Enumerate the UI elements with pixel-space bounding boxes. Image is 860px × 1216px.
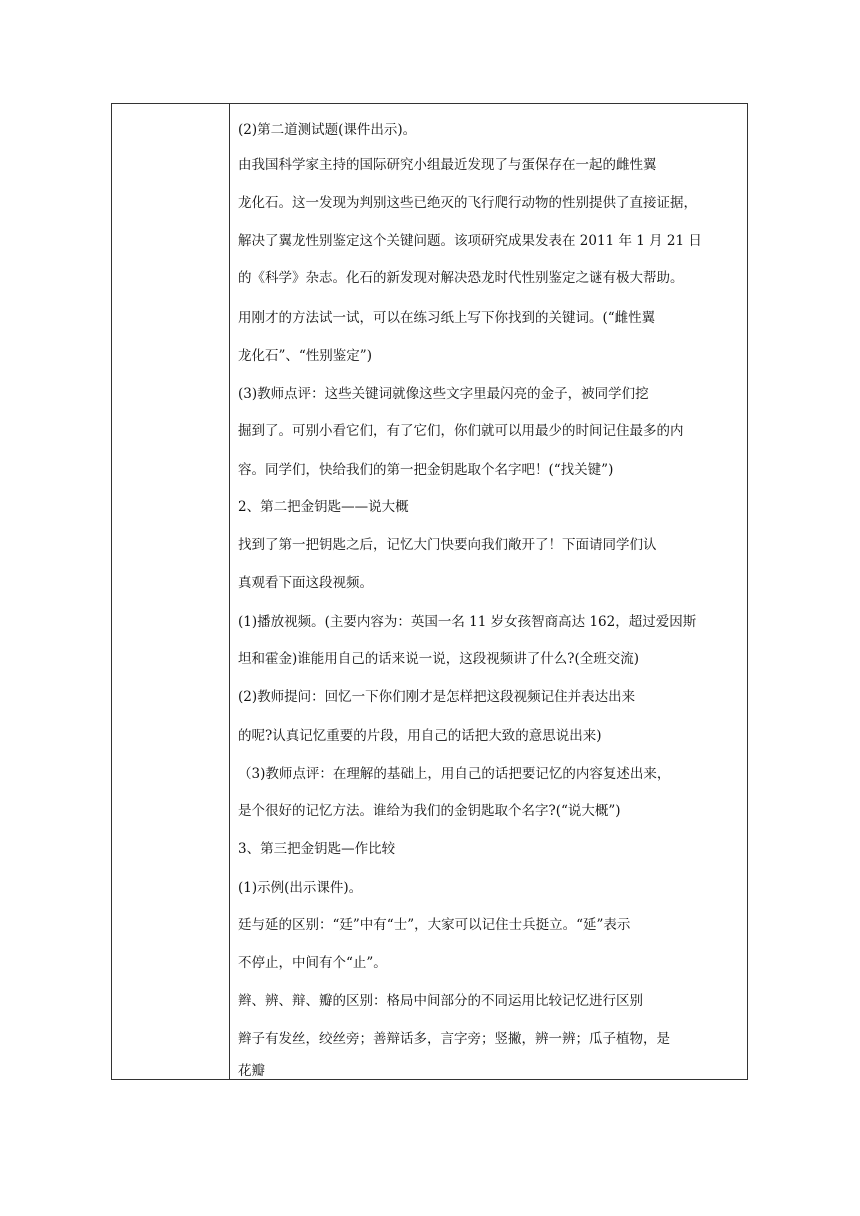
text-line: 由我国科学家主持的国际研究小组最近发现了与蛋保存在一起的雌性翼 bbox=[238, 157, 657, 173]
text-line: 掘到了。可别小看它们，有了它们，你们就可以用最少的时间记住最多的内 bbox=[238, 423, 684, 439]
text-line: (2)教师提问：回忆一下你们刚才是怎样把这段视频记住并表达出来 bbox=[238, 689, 636, 705]
text-line: 不停止，中间有个“止”。 bbox=[238, 955, 387, 971]
section-heading: 3、第三把金钥匙—作比较 bbox=[238, 841, 396, 857]
text-line: 廷与延的区别：“廷”中有“士”，大家可以记住士兵挺立。“延”表示 bbox=[238, 917, 631, 933]
text-line: 龙化石”、“性别鉴定”) bbox=[238, 348, 372, 364]
text-line: 是个很好的记忆方法。谁给为我们的金钥匙取个名字?(“说大概”) bbox=[238, 803, 621, 819]
text-line: 花瓣 bbox=[238, 1063, 265, 1079]
text-line: (3)教师点评：这些关键词就像这些文字里最闪亮的金子，被同学们挖 bbox=[238, 386, 649, 402]
text-line: (1)播放视频。(主要内容为：英国一名 11 岁女孩智商高达 162，超过爱因斯 bbox=[238, 614, 697, 630]
text-line: 解决了翼龙性别鉴定这个关键问题。该项研究成果发表在 2011 年 1 月 21 日 bbox=[238, 233, 702, 249]
text-line: 辫、辨、辩、瓣的区别：格局中间部分的不同运用比较记忆进行区别 bbox=[238, 993, 643, 1009]
text-line: (2)第二道测试题(课件出示)。 bbox=[238, 122, 417, 138]
text-line: （3)教师点评：在理解的基础上，用自己的话把要记忆的内容复述出来， bbox=[238, 766, 671, 782]
lesson-table bbox=[111, 103, 748, 1080]
text-line: 辫子有发丝，绞丝旁；善辩话多，言字旁；竖撇，辨一辨；瓜子植物，是 bbox=[238, 1031, 670, 1047]
text-line: 容。同学们，快给我们的第一把金钥匙取个名字吧！(“找关键”) bbox=[238, 462, 614, 478]
text-line: 的《科学》杂志。化石的新发现对解决恐龙时代性别鉴定之谜有极大帮助。 bbox=[238, 270, 684, 286]
left-column-cell bbox=[112, 104, 230, 1079]
text-line: 找到了第一把钥匙之后，记忆大门快要向我们敞开了！下面请同学们认 bbox=[238, 537, 657, 553]
content-cell bbox=[230, 104, 747, 1079]
section-heading: 2、第二把金钥匙——说大概 bbox=[238, 499, 409, 515]
text-line: (1)示例(出示课件)。 bbox=[238, 880, 363, 896]
text-line: 真观看下面这段视频。 bbox=[238, 575, 373, 591]
text-line: 的呢?认真记忆重要的片段，用自己的话把大致的意思说出来) bbox=[238, 728, 602, 744]
text-line: 龙化石。这一发现为判别这些已绝灭的飞行爬行动物的性别提供了直接证据， bbox=[238, 195, 697, 211]
text-line: 坦和霍金)谁能用自己的话来说一说，这段视频讲了什么?(全班交流) bbox=[238, 651, 640, 667]
text-line: 用刚才的方法试一试，可以在练习纸上写下你找到的关键词。(“雌性翼 bbox=[238, 310, 656, 326]
